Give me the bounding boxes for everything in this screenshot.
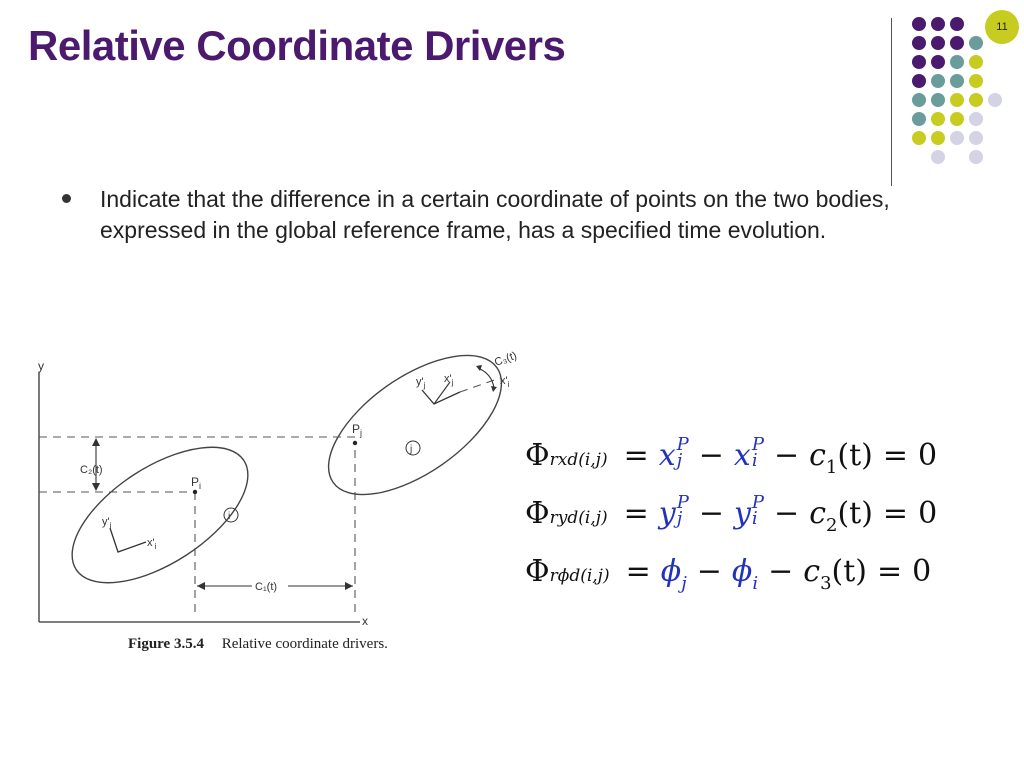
decorative-dot: [950, 55, 964, 69]
decorative-dot: [912, 131, 926, 145]
c2-arrow-down-icon: [92, 483, 100, 491]
eq-minus: −: [698, 496, 724, 531]
eq-term-b: $\phi_i$: [731, 554, 759, 594]
eq-zero: 0: [912, 554, 932, 589]
decorative-dot: [969, 93, 983, 107]
label-xj-local: $x'_j$: [444, 373, 454, 387]
eq-minus: −: [698, 438, 724, 473]
page-number: 11: [996, 21, 1008, 33]
local-frame-j: [422, 390, 460, 404]
decorative-dot: [988, 93, 1002, 107]
eq-term-a: x P j: [658, 434, 689, 473]
c1-arrow-left-icon: [197, 582, 205, 590]
eq-constraint-name: rxd(i,j): [549, 450, 608, 470]
decorative-dot: [969, 112, 983, 126]
eq-constraint-name: ryd(i,j): [549, 508, 608, 528]
decorative-dot: [931, 17, 945, 31]
slide-title: Relative Coordinate Drivers: [28, 22, 566, 69]
c2-arrow-up-icon: [92, 438, 100, 446]
y-axis-label: y: [38, 359, 44, 373]
eq-equals: =: [625, 554, 651, 589]
bullet-text: Indicate that the difference in a certain coordinate of points on the two bodies, expressed in the global reference frame, has a specified time evolution.: [100, 186, 890, 243]
label-pi: $P_i$: [191, 475, 202, 491]
eq-phi: Φ: [525, 438, 550, 473]
label-yj-local: $y'_j$: [416, 376, 426, 390]
equation-rphid: [525, 554, 937, 612]
body-j-marker: [406, 441, 420, 455]
decorative-dot: [950, 112, 964, 126]
equation-rxd: [525, 434, 938, 496]
decorative-dot: [969, 55, 983, 69]
point-pi: [193, 490, 197, 494]
eq-minus: −: [768, 554, 794, 589]
eq-term-a: $\phi_j$: [660, 554, 687, 594]
eq-time-arg: (t): [837, 496, 873, 531]
eq-constraint-name: rϕd(i,j): [549, 566, 610, 586]
body-j-ellipse: [306, 340, 525, 522]
decorative-dot: [912, 17, 926, 31]
decorative-dot: [931, 150, 945, 164]
decorative-dot: [931, 112, 945, 126]
equation-ryd: [525, 492, 938, 554]
eq-minus: −: [773, 438, 800, 473]
decorative-dot: [931, 93, 945, 107]
c1-arrow-right-icon: [345, 582, 353, 590]
body-i-ellipse: [50, 420, 270, 609]
eq-term-c: $c_1$: [809, 438, 838, 478]
decorative-dot: [912, 93, 926, 107]
eq-time-arg: (t): [831, 554, 868, 589]
eq-time-arg: (t): [837, 438, 873, 473]
figure-caption-text: Relative coordinate drivers.: [221, 636, 388, 652]
eq-zero: 0: [917, 438, 938, 473]
decorative-dot-grid: [0, 0, 1024, 180]
decorative-dot: [950, 36, 964, 50]
decorative-dot: [931, 131, 945, 145]
eq-phi: Φ: [525, 496, 550, 531]
label-yi-local: $y'_i$: [102, 516, 112, 530]
eq-equals: =: [623, 496, 649, 531]
bullet-dot-icon: [62, 194, 71, 203]
decorative-dot: [969, 131, 983, 145]
decorative-dot: [931, 36, 945, 50]
decorative-dot: [950, 74, 964, 88]
label-c1: C₁(t): [255, 581, 278, 593]
point-pj: [353, 441, 357, 445]
decorative-dot: [969, 150, 983, 164]
label-xj-sweep: $x'_i$: [500, 375, 510, 389]
x-axis-label: x: [362, 614, 368, 628]
local-frame-i: [110, 528, 146, 552]
eq-equals: =: [882, 496, 909, 531]
decorative-dot: [931, 74, 945, 88]
decorative-dot: [950, 17, 964, 31]
eq-equals: =: [882, 438, 908, 473]
bullet-item: [62, 184, 962, 246]
decorative-dot: [969, 74, 983, 88]
relative-coordinate-figure: [30, 340, 530, 635]
label-c3: C₃(t): [492, 349, 519, 369]
eq-term-b: x P i: [733, 434, 764, 473]
eq-term-a: y P j: [658, 492, 689, 531]
eq-term-c: $c_2$: [809, 496, 838, 536]
eq-minus: −: [696, 554, 722, 589]
label-pj: $P_j$: [352, 422, 363, 438]
decorative-dot: [950, 93, 964, 107]
eq-term-b: y P i: [733, 492, 765, 531]
page-number-badge: [985, 10, 1019, 44]
figure-number: Figure 3.5.4: [128, 636, 204, 652]
decorative-dot: [931, 55, 945, 69]
eq-zero: 0: [918, 496, 938, 531]
eq-term-c: $c_3$: [803, 554, 832, 594]
body-i-label: i: [228, 511, 231, 522]
figure-caption: [128, 636, 388, 653]
decorative-dot: [912, 55, 926, 69]
body-j-label: j: [410, 444, 413, 455]
decorative-dot: [969, 36, 983, 50]
eq-minus: −: [774, 496, 800, 531]
eq-equals: =: [623, 438, 649, 473]
equation-block: [525, 434, 938, 612]
c3-arrow-icon-2: [491, 386, 497, 392]
label-xi-local: $x'_i$: [147, 537, 157, 551]
decorative-dot: [950, 131, 964, 145]
eq-phi: Φ: [525, 554, 550, 589]
label-c2: C₂(t): [80, 464, 103, 476]
decorative-dot: [912, 112, 926, 126]
decorative-dot: [912, 74, 926, 88]
decorative-dot: [912, 36, 926, 50]
eq-equals: =: [877, 554, 903, 589]
